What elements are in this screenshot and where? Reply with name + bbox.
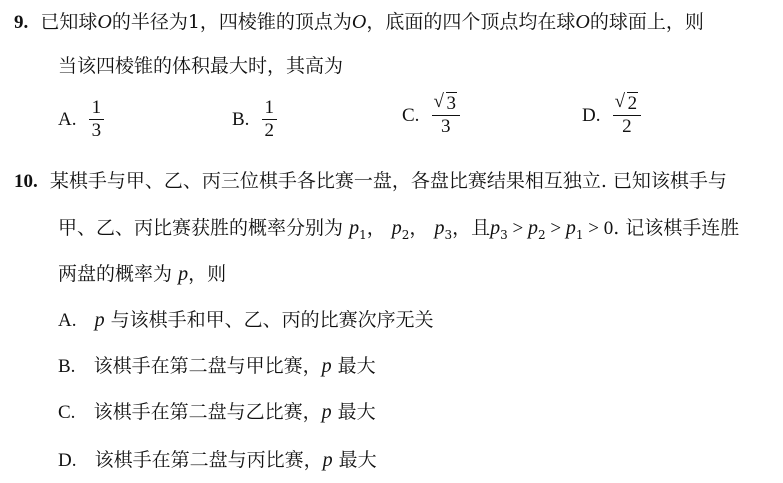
question-10-line-2: 甲、乙、丙比赛获胜的概率分别为 $p_1$， $p_2$， $p_3$，且$p_3 > p_2 > p_1 > 0$. 记该棋手连胜	[58, 217, 740, 242]
option-letter: D.	[58, 450, 77, 471]
q9-var: O	[575, 11, 590, 33]
option-letter: C.	[402, 104, 420, 126]
question-10-line-3: 两盘的概率为 p，则	[58, 263, 227, 285]
fraction: $\frac{1}{2}$	[262, 98, 278, 142]
fraction: √ $\frac{3}{3}$	[432, 94, 461, 138]
q10-option-a: A. p 与该棋手和甲、乙、丙的比赛次序无关	[58, 309, 434, 331]
q10-text: 某棋手与甲、乙、丙三位棋手各比赛一盘，各盘比赛结果相互独立. 已知该棋手与	[49, 170, 727, 192]
q9-text: 已知球	[40, 11, 98, 33]
q9-option-c	[402, 94, 460, 138]
question-9-line-1	[14, 12, 704, 32]
q9-text: 的半径为1，四棱锥的顶点为	[111, 11, 352, 33]
q10-option-c: C. 该棋手在第二盘与乙比赛，p 最大	[58, 401, 376, 423]
q9-var: O	[97, 11, 112, 33]
q10-option-d: D. 该棋手在第二盘与丙比赛，p 最大	[58, 449, 377, 471]
question-9-number: 9.	[14, 12, 29, 33]
option-letter: A.	[58, 310, 77, 331]
q9-text: ，底面的四个顶点均在球	[366, 11, 576, 33]
question-10-number: 10.	[14, 171, 38, 192]
q9-option-a	[58, 98, 104, 142]
option-letter: A.	[58, 108, 77, 130]
option-letter: B.	[232, 108, 250, 130]
q10-option-b: B. 该棋手在第二盘与甲比赛，p 最大	[58, 355, 376, 377]
fraction: $\frac{1}{3}$	[89, 98, 105, 142]
option-letter: B.	[58, 356, 76, 377]
q9-option-d	[582, 94, 641, 138]
option-letter: C.	[58, 402, 76, 423]
option-letter: D.	[582, 104, 601, 126]
q9-text: 的球面上，则	[589, 11, 704, 33]
q9-option-b	[232, 98, 277, 142]
fraction: √ $\frac{2}{2}$	[613, 94, 642, 138]
question-10-line-1	[14, 172, 727, 191]
q9-var: O	[351, 11, 367, 33]
question-9-line-2: 当该四棱锥的体积最大时，其高为	[58, 55, 344, 77]
